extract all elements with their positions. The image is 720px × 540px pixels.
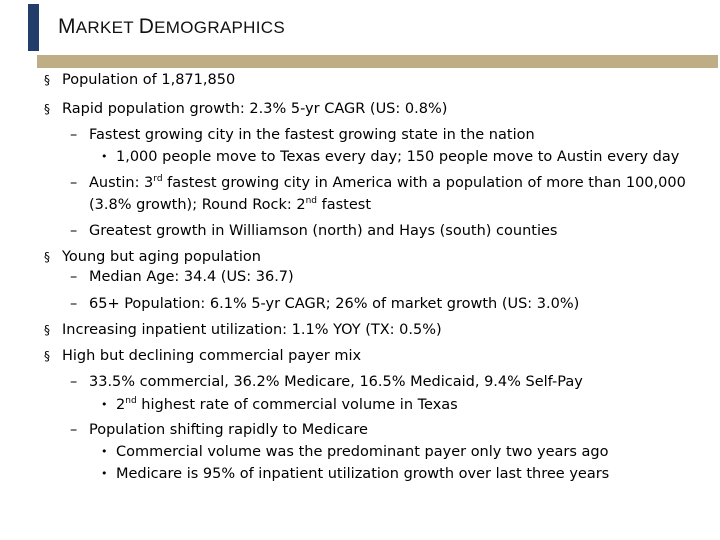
sub-bullet-fastest-growing: – Fastest growing city in the fastest growing state in the nation <box>70 127 535 143</box>
sub-bullet-shifting-medicare: – Population shifting rapidly to Medicare <box>70 422 368 438</box>
dash-bullet-icon: – <box>70 422 78 438</box>
sub-bullet-greatest-growth: – Greatest growth in Williamson (north) and Hays (south) counties <box>70 223 558 239</box>
square-bullet-icon: § <box>44 102 50 116</box>
dot-bullet-icon: • <box>101 467 108 480</box>
slide-title: MARKET DEMOGRAPHICS <box>58 15 285 38</box>
dash-bullet-icon: – <box>70 175 78 191</box>
sub-bullet-65-plus: – 65+ Population: 6.1% 5-yr CAGR; 26% of market growth (US: 3.0%) <box>70 296 580 312</box>
square-bullet-icon: § <box>44 73 50 87</box>
bullet-young-aging: § Young but aging population <box>44 249 261 265</box>
dot-bullet-icon: • <box>101 445 108 458</box>
title-divider-bar <box>37 55 718 68</box>
sub-sub-bullet-commercial-rank: • 2nd highest rate of commercial volume in Texas <box>101 396 458 413</box>
dash-bullet-icon: – <box>70 127 78 143</box>
dot-bullet-icon: • <box>101 398 108 411</box>
sub-bullet-payer-breakdown: – 33.5% commercial, 36.2% Medicare, 16.5% Medicaid, 9.4% Self-Pay <box>70 374 583 390</box>
sub-sub-bullet-move-to-texas: • 1,000 people move to Texas every day; 150 people move to Austin every day <box>101 149 680 165</box>
sub-bullet-austin-rank-continued: (3.8% growth); Round Rock: 2nd fastest <box>89 196 372 213</box>
bullet-population-growth: § Rapid population growth: 2.3% 5-yr CAGR (US: 0.8%) <box>44 101 448 117</box>
sub-bullet-austin-rank: – Austin: 3rd fastest growing city in America with a population of more than 100,000 <box>70 174 686 191</box>
bullet-commercial-payer-mix: § High but declining commercial payer mix <box>44 348 362 364</box>
square-bullet-icon: § <box>44 323 50 337</box>
bullet-population: § Population of 1,871,850 <box>44 72 236 88</box>
dot-bullet-icon: • <box>101 150 108 163</box>
title-accent-bar <box>28 4 39 51</box>
dash-bullet-icon: – <box>70 223 78 239</box>
square-bullet-icon: § <box>44 250 50 264</box>
sub-sub-bullet-medicare-growth: • Medicare is 95% of inpatient utilization growth over last three years <box>101 466 610 482</box>
dash-bullet-icon: – <box>70 296 78 312</box>
sub-sub-bullet-commercial-volume: • Commercial volume was the predominant payer only two years ago <box>101 444 609 460</box>
dash-bullet-icon: – <box>70 374 78 390</box>
sub-bullet-median-age: – Median Age: 34.4 (US: 36.7) <box>70 269 294 285</box>
dash-bullet-icon: – <box>70 269 78 285</box>
bullet-inpatient-utilization: § Increasing inpatient utilization: 1.1% YOY (TX: 0.5%) <box>44 322 442 338</box>
square-bullet-icon: § <box>44 349 50 363</box>
